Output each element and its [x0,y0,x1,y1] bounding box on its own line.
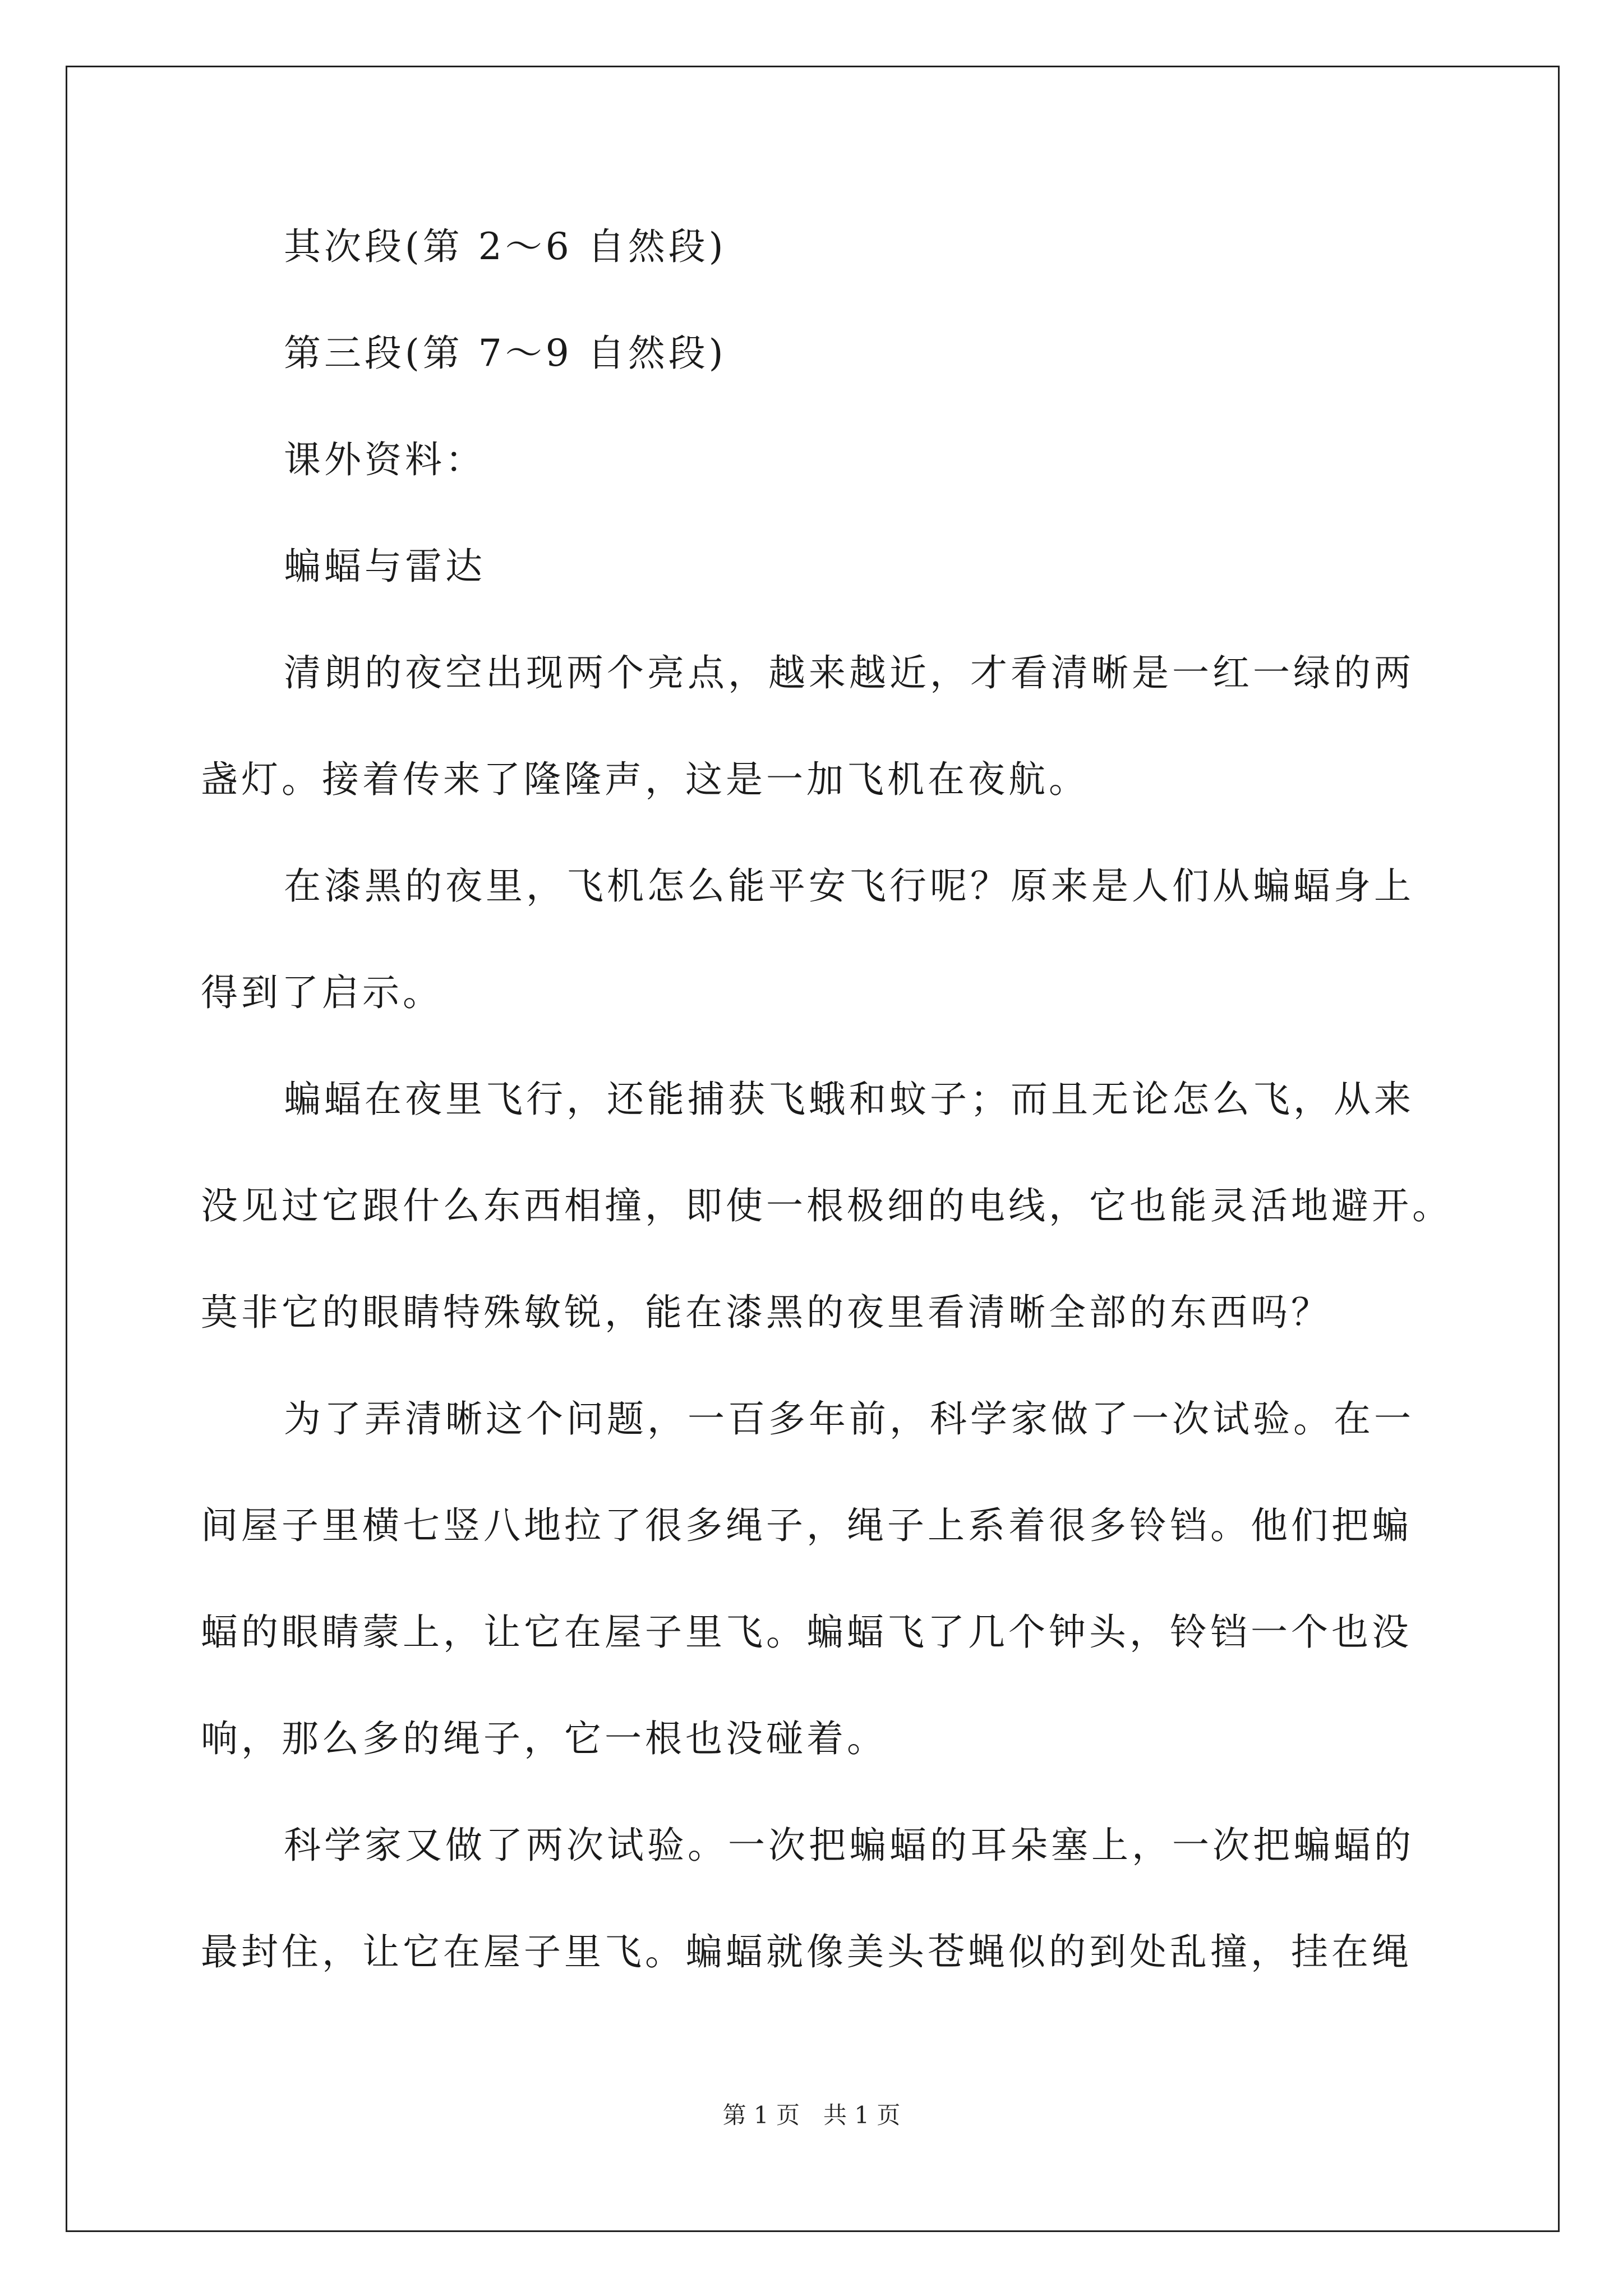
text-line: 莫非它的眼睛特殊敏锐，能在漆黑的夜里看清晰全部的东西吗？ [201,1291,1331,1334]
text-line: 间屋子里横七竖八地拉了很多绳子，绳子上系着很多铃铛。他们把蝙 [201,1504,1412,1547]
page-footer: 第 1 页 共 1 页 [722,2101,901,2129]
text-line: 科学家又做了两次试验。一次把蝙蝠的耳朵塞上，一次把蝙蝠的 [284,1824,1414,1867]
text-line: 蝙蝠在夜里飞行，还能捕获飞蛾和蚊子；而且无论怎么飞，从来 [284,1078,1414,1121]
text-line: 课外资料： [284,438,486,481]
text-line: 得到了启示。 [201,971,443,1014]
text-line: 最封住，让它在屋子里飞。蝙蝠就像美头苍蝇似的到处乱撞，挂在绳 [201,1930,1412,1973]
text-line: 为了弄清晰这个问题，一百多年前，科学家做了一次试验。在一 [284,1397,1414,1441]
text-line: 在漆黑的夜里，飞机怎么能平安飞行呢？原来是人们从蝙蝠身上 [284,864,1414,908]
text-line: 其次段(第 2～6 自然段) [284,225,727,268]
section-heading: 蝙蝠与雷达 [284,545,486,588]
text-line: 清朗的夜空出现两个亮点，越来越近，才看清晰是一红一绿的两 [284,651,1414,694]
page-border [66,66,1560,2232]
text-line: 响，那么多的绳子，它一根也没碰着。 [201,1717,887,1760]
text-line: 第三段(第 7～9 自然段) [284,332,727,375]
text-line: 蝠的眼睛蒙上，让它在屋子里飞。蝙蝠飞了几个钟头，铃铛一个也没 [201,1611,1412,1654]
text-line: 没见过它跟什么东西相撞，即使一根极细的电线，它也能灵活地避开。 [201,1184,1453,1227]
text-line: 盏灯。接着传来了隆隆声，这是一加飞机在夜航。 [201,758,1089,801]
